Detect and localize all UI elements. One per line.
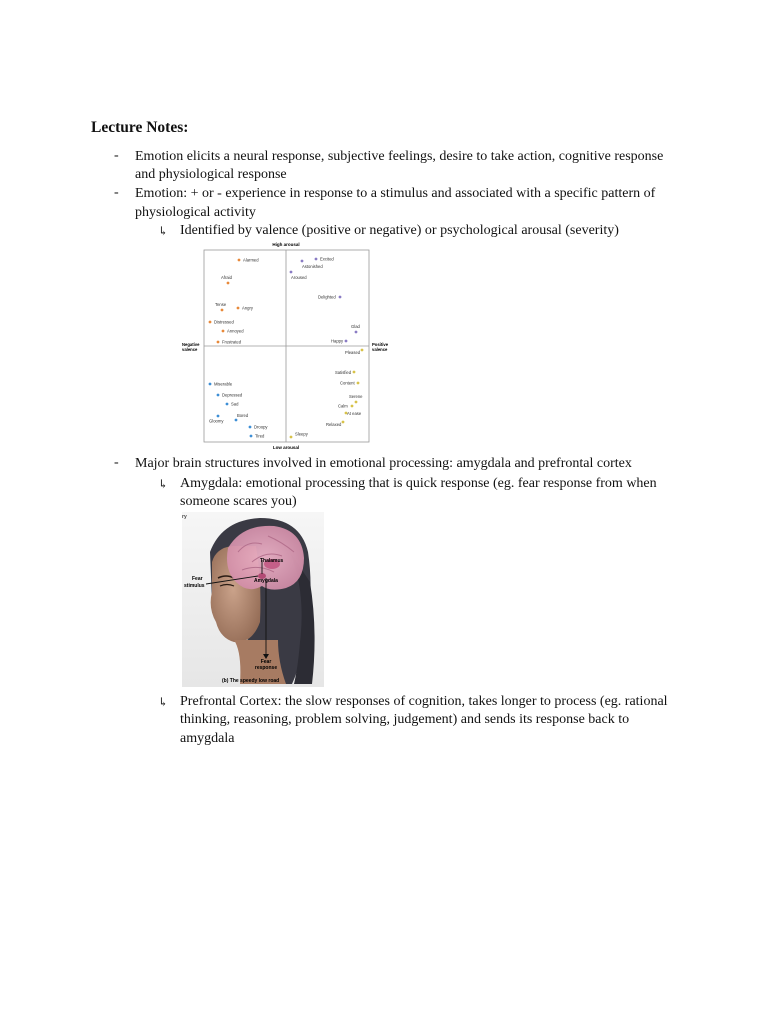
axis-label-left-1: Negative <box>182 342 200 347</box>
axis-label-left-2: valence <box>182 347 198 352</box>
emotion-dot <box>355 331 358 334</box>
emotion-word-label: Frustrated <box>222 339 242 345</box>
bullet-marker: - <box>114 455 119 470</box>
emotion-dot <box>315 258 318 261</box>
emotion-dot <box>227 282 230 285</box>
emotion-word-label: Droopy <box>254 424 268 430</box>
emotion-word-label: Happy <box>331 338 344 344</box>
emotion-dot <box>290 271 293 274</box>
fear-response-label-2: response <box>254 665 278 671</box>
figure-caption: (b) The speedy low road <box>222 678 280 684</box>
sub-bullet-line: Identified by valence (positive or negative) or psychological arousal (severity) <box>180 223 619 238</box>
emotion-dot <box>249 426 252 429</box>
emotion-word-label: Tired <box>255 433 265 439</box>
emotion-word-label: Gloomy <box>209 418 224 424</box>
emotion-word-label: Astonished <box>302 264 323 269</box>
fear-stimulus-label-2: stimulus <box>184 583 205 589</box>
emotion-word-label: Sleepy <box>295 431 308 437</box>
emotion-word-label: Delighted <box>318 294 336 300</box>
emotion-dot <box>361 349 364 352</box>
emotion-word-label: Distressed <box>214 319 234 325</box>
bullet-line: Major brain structures involved in emotional processing: amygdala and prefrontal cortex <box>135 456 632 471</box>
emotion-dot <box>217 394 220 397</box>
emotion-word-label: Tense <box>215 302 227 307</box>
valence-arousal-figure <box>180 240 392 452</box>
emotion-dot <box>250 435 253 438</box>
emotion-word-label: Angry <box>242 305 253 311</box>
bullet-marker: - <box>114 185 119 200</box>
axis-label-right-1: Positive <box>372 342 389 347</box>
emotion-dot <box>345 340 348 343</box>
emotion-dot <box>217 341 220 344</box>
sub-bullet-line: thinking, reasoning, problem solving, judgement) and sends its response back to <box>180 712 630 727</box>
emotion-dot <box>339 296 342 299</box>
emotion-word-label: Sad <box>231 401 239 407</box>
amygdala-label: Amygdala <box>254 578 278 584</box>
emotion-dot <box>357 382 360 385</box>
emotion-word-label: Bored <box>237 413 249 418</box>
emotion-word-label: Afraid <box>221 275 232 280</box>
emotion-word-label: Miserable <box>214 381 233 387</box>
emotion-dot <box>355 401 358 404</box>
emotion-dot <box>221 309 224 312</box>
emotion-dot <box>226 403 229 406</box>
emotion-dot <box>209 383 212 386</box>
bullet-line: Emotion: + or - experience in response to a stimulus and associated with a specific pattern of <box>135 186 656 201</box>
emotion-dot <box>238 259 241 262</box>
emotion-word-label: Calm <box>338 403 348 409</box>
axis-label-right-2: valence <box>372 347 388 352</box>
emotion-dot <box>235 419 238 422</box>
emotion-dot <box>209 321 212 324</box>
emotion-word-label: Alarmed <box>243 257 259 263</box>
axis-label-top: High arousal <box>272 242 300 247</box>
sub-bullet-line: Prefrontal Cortex: the slow responses of cognition, takes longer to process (eg. rational <box>180 694 668 709</box>
emotion-word-label: Relaxed <box>326 422 342 427</box>
axis-label-bottom: Low arousal <box>272 445 300 450</box>
emotion-dot <box>222 330 225 333</box>
emotion-dot <box>237 307 240 310</box>
emotion-dot <box>351 405 354 408</box>
fear-stimulus-label-1: Fear <box>192 576 203 582</box>
sub-bullet-arrow-icon: ↳ <box>158 224 169 238</box>
sub-bullet-line: amygdala <box>180 731 235 746</box>
emotion-dot <box>353 371 356 374</box>
thalamus-label: Thalamus <box>260 558 284 564</box>
emotion-word-label: Depressed <box>222 392 243 398</box>
emotion-word-label: Pleased <box>345 350 361 355</box>
bullet-line: Emotion elicits a neural response, subjective feelings, desire to take action, cognitive response <box>135 149 664 164</box>
fear-pathway-figure <box>182 512 324 687</box>
sub-bullet-arrow-icon: ↳ <box>158 695 169 709</box>
emotion-dot <box>217 415 220 418</box>
emotion-word-label: Content <box>340 380 355 386</box>
sub-bullet-line: someone scares you) <box>180 494 297 509</box>
emotion-word-label: At ease <box>347 411 362 416</box>
emotion-dot <box>301 260 304 263</box>
figure-corner-text: ry <box>182 514 187 520</box>
sub-bullet-arrow-icon: ↳ <box>158 477 169 491</box>
emotion-word-label: Glad <box>351 324 360 329</box>
emotion-word-label: Serene <box>349 394 363 399</box>
bullet-line: physiological activity <box>135 205 256 220</box>
page-heading: Lecture Notes: <box>91 119 189 136</box>
fear-response-label-1: Fear <box>260 659 272 665</box>
bullet-line: and physiological response <box>135 167 287 182</box>
sub-bullet-line: Amygdala: emotional processing that is quick response (eg. fear response from when <box>180 476 657 491</box>
bullet-marker: - <box>114 148 119 163</box>
emotion-word-label: Annoyed <box>227 328 244 334</box>
emotion-word-label: Aroused <box>291 275 307 280</box>
emotion-word-label: Satisfied <box>335 370 352 375</box>
emotion-dot <box>342 421 345 424</box>
emotion-dot <box>290 436 293 439</box>
emotion-word-label: Excited <box>320 256 334 262</box>
